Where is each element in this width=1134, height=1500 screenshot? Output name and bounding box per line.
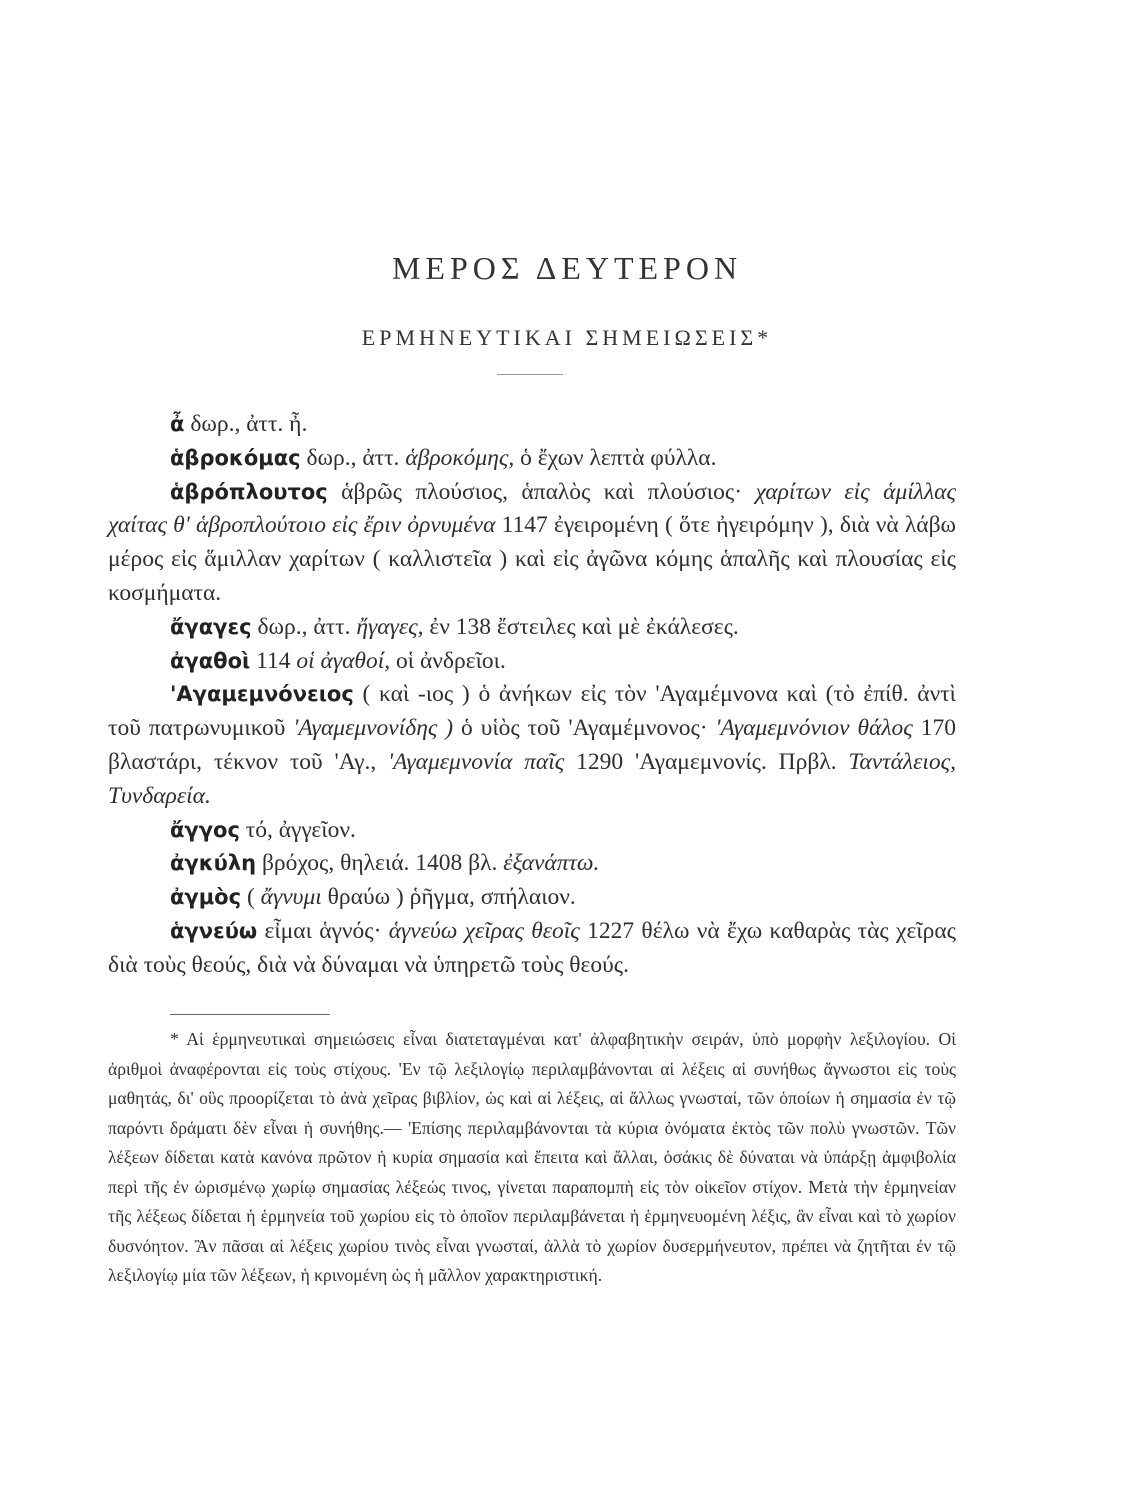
entry-text: ( [241, 884, 261, 911]
headword: ἄγαγες [170, 614, 252, 639]
glossary-entry [108, 915, 956, 983]
glossary-entry [108, 442, 956, 476]
entry-text: οἱ ἀνδρεῖοι. [390, 647, 506, 674]
headword: ἄγγος [170, 817, 240, 842]
part-title: ΜΕΡΟΣ ΔΕΥΤΕΡΟΝ [391, 250, 743, 286]
entry-text: θραύω ) ῥῆγμα, σπήλαιον. [321, 884, 576, 911]
section-title: ΕΡΜΗΝΕΥΤΙΚΑΙ ΣΗΜΕΙΩΣΕΙΣ* [361, 325, 773, 350]
entry-italic: χαρίτων εἰς ἁμίλλας χαίτας θ' ἁβροπλούτοιο εἰς ἔριν ὀρνυμένα [108, 478, 956, 539]
glossary-entry [108, 611, 956, 645]
glossary-entry [108, 408, 956, 442]
entry-text: εἶμαι ἁγνός· [257, 917, 389, 944]
entry-text: ἐν 138 ἔστειλες καὶ μὲ ἐκάλεσες. [423, 613, 739, 640]
entry-text: ἁβρῶς πλούσιος, ἁπαλὸς καὶ πλούσιος· [327, 478, 756, 505]
headword: ἀγμὸς [170, 885, 242, 910]
entry-italic: ἄγνυμι [260, 884, 322, 911]
headword: ἀγαθοὶ [170, 648, 251, 673]
headword: 'Αγαμεμνόνειος [170, 682, 354, 707]
entry-text: δωρ., ἀττ. [300, 444, 406, 471]
headword: ἁβρόπλουτος [170, 479, 328, 504]
footnote-divider [170, 1014, 330, 1015]
glossary-entry [108, 645, 956, 679]
entry-text: τό, ἀγγεῖον. [239, 816, 356, 843]
footnote: * Αἱ ἑρμηνευτικαὶ σημειώσεις εἶναι διατεταγμέναι κατ' ἀλφαβητικὴν σειράν, ὑπὸ μορφὴν λεξιλογίου. Οἱ ἀριθμοὶ ἀναφέρονται εἰς τοὺς στίχους. 'Εν τῷ λεξιλογίῳ περιλαμβάνονται αἱ λέξεις αἱ συνήθως ἄγνωστοι εἰς τοὺς μαθητάς, δι' οὓς προορίζεται τὸ ἀνὰ χεῖρας βιβλίον, ὡς καὶ αἱ λέξεις, αἱ ἄλλως γνωσταί, τῶν ὁποίων ἡ σημασία ἐν τῷ παρόντι δράματι δὲν εἶναι ἡ συνήθης.— 'Επίσης περιλαμβάνονται τὰ κύρια ὀνόματα ἐκτὸς τῶν πολὺ γνωστῶν. Τῶν λέξεων δίδεται κατὰ κανόνα πρῶτον ἡ κυρία σημασία καὶ ἔπειτα καὶ ἄλλαι, ὁσάκις δὲ δύναται νὰ ὑπάρξῃ ἀμφιβολία περὶ τῆς ἐν ὡρισμένῳ χωρίῳ σημασίας λέξεώς τινος, γίνεται παραπομπὴ εἰς τὸν οἰκεῖον στίχον. Μετὰ τὴν ἑρμηνείαν τῆς λέξεως δίδεται ἡ ἑρμηνεία τοῦ χωρίου εἰς τὸ ὁποῖον περιλαμβάνεται ἡ ἑρμηνευομένη λέξις, ἂν εἶναι καὶ τὸ χωρίον δυσνόητον. Ἂν πᾶσαι αἱ λέξεις χωρίου τινὸς εἶναι γνωσταί, ἀλλὰ τὸ χωρίον δυσερμήνευτον, πρέπει νὰ ζητῆται ἐν τῷ λεξιλογίῳ μία τῶν λέξεων, ἡ κρινομένη ὡς ἡ μᾶλλον χαρακτηριστική. [108, 1029, 956, 1285]
entry-text: ( καὶ -ιος ) ὁ ἀνήκων εἰς τὸν 'Αγαμέμνονα καὶ (τὸ ἐπίθ. ἀντὶ τοῦ πατρωνυμικοῦ [108, 681, 956, 742]
entry-text: δωρ., ἀττ. [251, 613, 357, 640]
entry-italic: Ταντάλειος, Τυνδαρεία. [108, 748, 957, 809]
entry-italic: 'Αγαμεμνονία παῖς [388, 748, 565, 775]
entry-italic: οἱ ἀγαθοί, [296, 647, 391, 674]
entry-italic: ἁβροκόμης, [405, 444, 515, 471]
entry-italic: 'Αγαμεμνόνιον θάλος [715, 715, 913, 742]
entry-italic: ἤγαγες, [356, 613, 424, 640]
entry-text: 1290 'Αγαμεμνονίς. Πρβλ. [564, 748, 849, 775]
entry-italic: ἐξανάπτω. [503, 850, 600, 877]
glossary-entry [108, 814, 956, 848]
entry-text: 170 βλαστάρι, τέκνον τοῦ 'Αγ., [108, 715, 957, 775]
entry-italic: ἁγνεύω χεῖρας θεοῖς [388, 917, 580, 944]
entry-italic: 'Αγαμεμνονίδης ) [293, 715, 454, 742]
entry-text: ὁ ἔχων λεπτὰ φύλλα. [514, 444, 717, 471]
glossary-entry [108, 678, 956, 813]
entry-text: βρόχος, θηλειά. 1408 βλ. [256, 850, 504, 877]
entry-text: 1227 θέλω νὰ ἔχω καθαρὰς τὰς χεῖρας διὰ τοὺς θεούς, διὰ νὰ δύναμαι νὰ ὑπηρετῶ τοὺς θεούς. [108, 917, 956, 978]
glossary-entries [108, 408, 956, 983]
glossary-entry [108, 847, 956, 881]
entry-text: 114 [250, 647, 297, 674]
headword: ἆ [170, 412, 185, 436]
title-divider [497, 374, 563, 375]
headword: ἀγκύλη [170, 851, 257, 876]
headword: ἁγνεύω [170, 918, 258, 943]
entry-text: 1147 ἐγειρομένη ( ὅτε ἠγειρόμην ), διὰ νὰ λάβω μέρος εἰς ἅμιλλαν χαρίτων ( καλλιστεῖα ) καὶ εἰς ἀγῶνα κόμης ἁπαλῆς καὶ πλουσίας εἰς κοσμήματα. [108, 512, 956, 606]
glossary-entry [108, 476, 956, 611]
entry-text: ὁ υἱὸς τοῦ 'Αγαμέμνονος· [453, 715, 716, 742]
glossary-entry [108, 881, 956, 915]
entry-text: δωρ., ἀττ. ἦ. [184, 411, 308, 437]
headword: ἁβροκόμας [170, 445, 301, 470]
